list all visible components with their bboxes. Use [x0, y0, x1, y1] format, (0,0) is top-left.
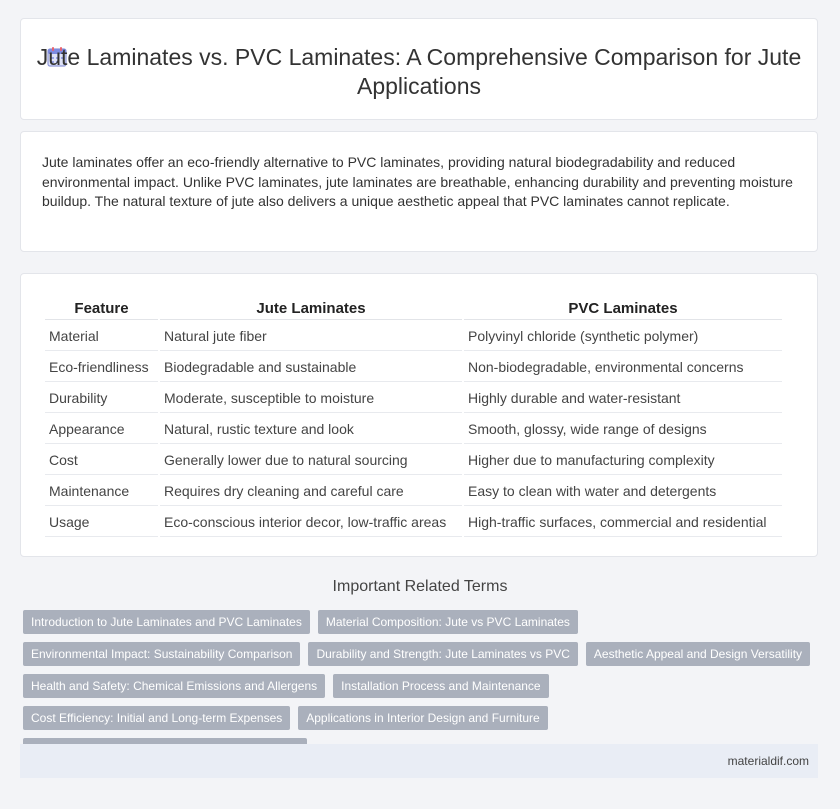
- related-terms-list: [23, 610, 823, 762]
- table-row: [45, 384, 782, 413]
- table-row: [45, 508, 782, 537]
- related-term-tag[interactable]: Material Composition: Jute vs PVC Laminates: [318, 610, 578, 634]
- table-row: [45, 477, 782, 506]
- cell-pvc: Highly durable and water-resistant: [464, 384, 782, 413]
- intro-paragraph: Jute laminates offer an eco-friendly alternative to PVC laminates, providing natural biodegradability and reduced environmental impact. Unlike PVC laminates, jute laminates are breathable, enhancing durability and preventing moisture buildup. The natural texture of jute also delivers a unique aesthetic appeal that PVC laminates cannot replicate.: [42, 154, 793, 209]
- cell-feature: Usage: [45, 508, 158, 537]
- header-pvc: PVC Laminates: [464, 298, 782, 320]
- site-link[interactable]: materialdif.com: [727, 754, 809, 768]
- related-terms-heading: Important Related Terms: [332, 578, 508, 595]
- cell-feature: Cost: [45, 446, 158, 475]
- cell-feature: Eco-friendliness: [45, 353, 158, 382]
- page-title: Jute Laminates vs. PVC Laminates: A Comprehensive Comparison for Jute Applications: [36, 44, 802, 99]
- header-feature: Feature: [45, 298, 158, 320]
- footer: [20, 744, 818, 778]
- cell-pvc: Non-biodegradable, environmental concerns: [464, 353, 782, 382]
- cell-feature: Appearance: [45, 415, 158, 444]
- comparison-table: [43, 296, 784, 539]
- title-card: [20, 18, 818, 120]
- comparison-card: [20, 273, 818, 557]
- table-row: [45, 353, 782, 382]
- related-term-tag[interactable]: Environmental Impact: Sustainability Comparison: [23, 642, 300, 666]
- cell-feature: Material: [45, 322, 158, 351]
- cell-pvc: High-traffic surfaces, commercial and residential: [464, 508, 782, 537]
- cell-jute: Natural jute fiber: [160, 322, 462, 351]
- cell-jute: Biodegradable and sustainable: [160, 353, 462, 382]
- related-term-tag[interactable]: Cost Efficiency: Initial and Long-term Expenses: [23, 706, 290, 730]
- cell-jute: Natural, rustic texture and look: [160, 415, 462, 444]
- cell-pvc: Higher due to manufacturing complexity: [464, 446, 782, 475]
- related-term-tag[interactable]: Introduction to Jute Laminates and PVC Laminates: [23, 610, 310, 634]
- table-row: [45, 446, 782, 475]
- cell-jute: Eco-conscious interior decor, low-traffic areas: [160, 508, 462, 537]
- related-term-tag[interactable]: Health and Safety: Chemical Emissions and Allergens: [23, 674, 325, 698]
- related-term-tag[interactable]: Durability and Strength: Jute Laminates vs PVC: [308, 642, 577, 666]
- cell-jute: Generally lower due to natural sourcing: [160, 446, 462, 475]
- related-term-tag[interactable]: Applications in Interior Design and Furniture: [298, 706, 547, 730]
- cell-feature: Maintenance: [45, 477, 158, 506]
- table-row: [45, 322, 782, 351]
- table-row: [45, 415, 782, 444]
- cell-jute: Requires dry cleaning and careful care: [160, 477, 462, 506]
- related-term-tag[interactable]: Aesthetic Appeal and Design Versatility: [586, 642, 810, 666]
- cell-pvc: Easy to clean with water and detergents: [464, 477, 782, 506]
- cell-feature: Durability: [45, 384, 158, 413]
- table-header-row: [45, 298, 782, 320]
- header-jute: Jute Laminates: [160, 298, 462, 320]
- cell-pvc: Smooth, glossy, wide range of designs: [464, 415, 782, 444]
- cell-jute: Moderate, susceptible to moisture: [160, 384, 462, 413]
- intro-card: [20, 131, 818, 252]
- cell-pvc: Polyvinyl chloride (synthetic polymer): [464, 322, 782, 351]
- related-term-tag[interactable]: Installation Process and Maintenance: [333, 674, 548, 698]
